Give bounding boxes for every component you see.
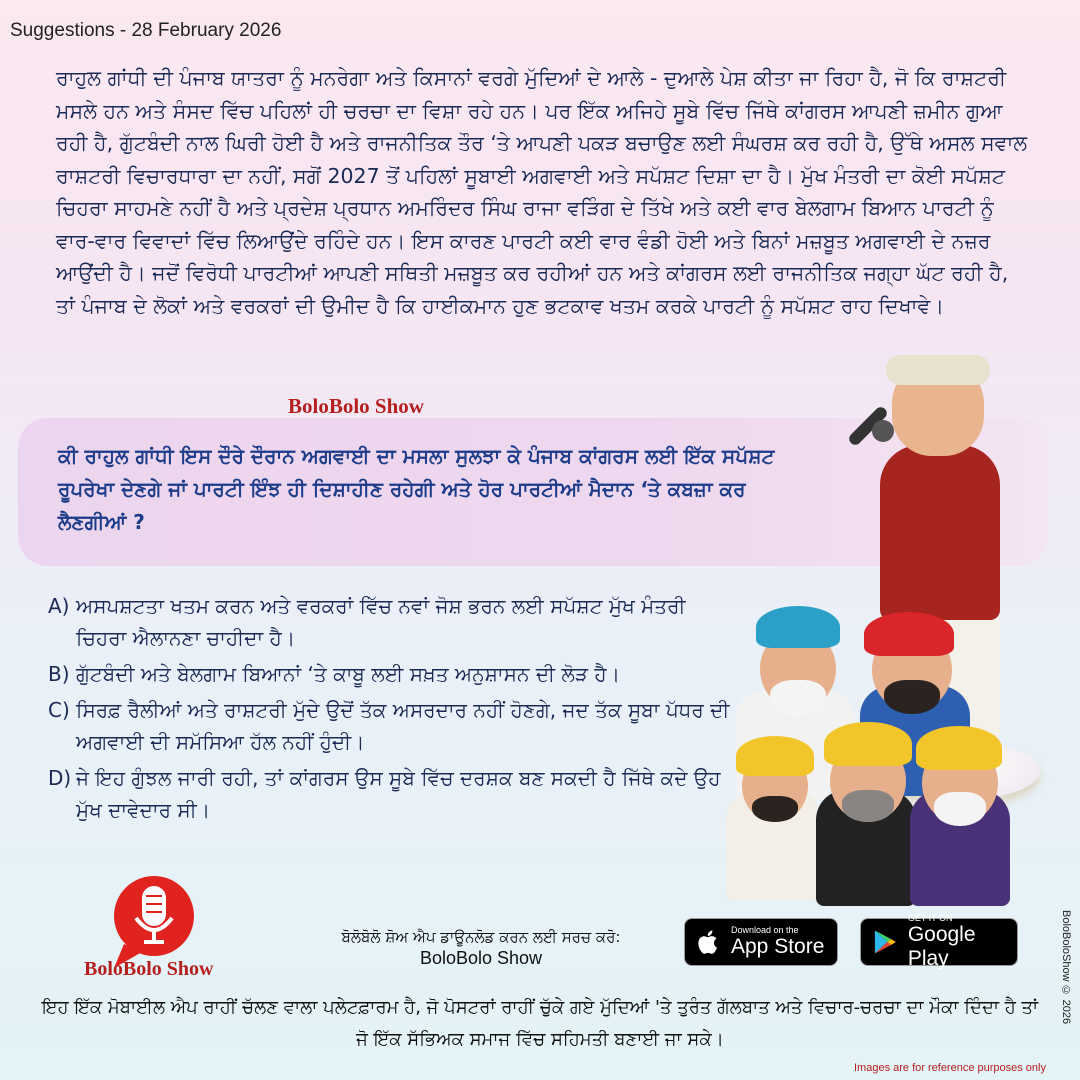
option-key: C)	[48, 698, 70, 722]
microphone-icon	[872, 420, 894, 442]
beard	[770, 680, 826, 716]
question-text: ਕੀ ਰਾਹੁਲ ਗਾਂਧੀ ਇਸ ਦੌਰੇ ਦੌਰਾਨ ਅਗਵਾਈ ਦਾ ਮਸਲਾ ਸੁਲਝਾ ਕੇ ਪੰਜਾਬ ਕਾਂਗਰਸ ਲਈ ਇੱਕ ਸਪੱਸ਼ਟ ਰੂਪਰੇਖਾ ਦੇਣਗੇ ਜਾਂ ਪਾਰਟੀ ਇੰਝ ਹੀ ਦਿਸ਼ਾਹੀਣ ਰਹੇਗੀ ਅਤੇ ਹੋਰ ਪਾਰਟੀਆਂ ਮੈਦਾਨ ‘ਤੇ ਕਬਜ਼ਾ ਕਰ ਲੈਣਗੀਆਂ ?	[58, 444, 775, 534]
beard	[934, 792, 986, 826]
google-play-big: Google Play	[907, 923, 976, 970]
option-text: ਅਸਪਸ਼ਟਤਾ ਖਤਮ ਕਰਨ ਅਤੇ ਵਰਕਰਾਂ ਵਿੱਚ ਨਵਾਂ ਜੋਸ਼ ਭਰਨ ਲਈ ਸਪੱਸ਼ਟ ਮੁੱਖ ਮੰਤਰੀ ਚਿਹਰਾ ਐਲਾਨਣਾ ਚਾਹੀਦਾ ਹੈ।	[76, 594, 686, 650]
option-d[interactable]	[48, 762, 738, 826]
beard	[842, 790, 894, 822]
brand-watermark: BoloBolo Show	[288, 394, 424, 418]
option-a[interactable]	[48, 590, 738, 654]
option-text: ਜੇ ਇਹ ਗੁੰਝਲ ਜਾਰੀ ਰਹੀ, ਤਾਂ ਕਾਂਗਰਸ ਉਸ ਸੂਬੇ ਵਿੱਚ ਦਰਸ਼ਕ ਬਣ ਸਕਦੀ ਹੈ ਜਿੱਥੇ ਕਦੇ ਉਹ ਮੁੱਖ ਦਾਵੇਦਾਰ ਸੀ।	[76, 766, 721, 822]
app-store-small: Download on the	[731, 925, 799, 935]
google-play-button[interactable]	[860, 913, 1018, 970]
singer-headband	[886, 355, 990, 385]
turban-icon	[736, 736, 814, 776]
option-text: ਗੁੱਟਬੰਦੀ ਅਤੇ ਬੇਲਗਾਮ ਬਿਆਨਾਂ ‘ਤੇ ਕਾਬੂ ਲਈ ਸਖ਼ਤ ਅਨੁਸ਼ਾਸਨ ਦੀ ਲੋੜ ਹੈ।	[76, 662, 621, 686]
app-store-button[interactable]	[684, 918, 838, 966]
option-c[interactable]	[48, 694, 738, 758]
image-disclaimer: Images are for reference purposes only	[854, 1062, 1046, 1074]
turban-icon	[824, 722, 912, 766]
beard	[752, 796, 798, 822]
search-instruction: ਬੋਲੋਬੋਲੋ ਸ਼ੋਅ ਐਪ ਡਾਊਨਲੋਡ ਕਰਨ ਲਈ ਸਰਚ ਕਰੋ:	[341, 928, 621, 946]
singer-shirt	[880, 445, 1000, 620]
platform-description: ਇਹ ਇੱਕ ਮੋਬਾਈਲ ਐਪ ਰਾਹੀਂ ਚੱਲਣ ਵਾਲਾ ਪਲੇਟਫ਼ਾਰਮ ਹੈ, ਜੋ ਪੋਸਟਰਾਂ ਰਾਹੀਂ ਚੁੱਕੇ ਗਏ ਮੁੱਦਿਆਂ 'ਤੇ ਤੁਰੰਤ ਗੱਲਬਾਤ ਅਤੇ ਵਿਚਾਰ-ਚਰਚਾ ਦਾ ਮੌਕਾ ਦਿੰਦਾ ਹੈ ਤਾਂ ਜੋ ਇੱਕ ਸੱਭਿਅਕ ਸਮਾਜ ਵਿੱਚ ਸਹਿਮਤੀ ਬਣਾਈ ਜਾ ਸਕੇ।	[41, 997, 1039, 1050]
turban-icon	[916, 726, 1002, 770]
turban-icon	[756, 606, 840, 648]
google-play-icon	[873, 928, 898, 956]
date-label: Suggestions - 28 February 2026	[10, 20, 282, 41]
turban-icon	[864, 612, 954, 656]
option-b[interactable]	[48, 658, 738, 690]
option-text: ਸਿਰਫ਼ ਰੈਲੀਆਂ ਅਤੇ ਰਾਸ਼ਟਰੀ ਮੁੱਦੇ ਉਦੋਂ ਤੱਕ ਅਸਰਦਾਰ ਨਹੀਂ ਹੋਣਗੇ, ਜਦ ਤੱਕ ਸੂਬਾ ਪੱਧਰ ਦੀ ਅਗਵਾਈ ਦੀ ਸਮੱਸਿਆ ਹੱਲ ਨਹੀਂ ਹੁੰਦੀ।	[76, 698, 730, 754]
logo-brand-name: BoloBolo Show	[84, 958, 214, 980]
option-key: B)	[48, 662, 70, 686]
google-play-small: GET IT ON	[907, 913, 953, 923]
option-key: D)	[48, 766, 72, 790]
beard	[884, 680, 940, 714]
options-list	[48, 590, 738, 830]
copyright-vertical: BoloBoloShow © 2026	[1060, 910, 1072, 1025]
intro-paragraph: ਰਾਹੁਲ ਗਾਂਧੀ ਦੀ ਪੰਜਾਬ ਯਾਤਰਾ ਨੂੰ ਮਨਰੇਗਾ ਅਤੇ ਕਿਸਾਨਾਂ ਵਰਗੇ ਮੁੱਦਿਆਂ ਦੇ ਆਲੇ - ਦੁਆਲੇ ਪੇਸ਼ ਕੀਤਾ ਜਾ ਰਿਹਾ ਹੈ, ਜੋ ਕਿ ਰਾਸ਼ਟਰੀ ਮਸਲੇ ਹਨ ਅਤੇ ਸੰਸਦ ਵਿੱਚ ਪਹਿਲਾਂ ਹੀ ਚਰਚਾ ਦਾ ਵਿਸ਼ਾ ਰਹੇ ਹਨ। ਪਰ ਇੱਕ ਅਜਿਹੇ ਸੂਬੇ ਵਿੱਚ ਜਿੱਥੇ ਕਾਂਗਰਸ ਆਪਣੀ ਜ਼ਮੀਨ ਗੁਆ ਰਹੀ ਹੈ, ਗੁੱਟਬੰਦੀ ਨਾਲ ਘਿਰੀ ਹੋਈ ਹੈ ਅਤੇ ਰਾਜਨੀਤਿਕ ਤੌਰ ‘ਤੇ ਆਪਣੀ ਪਕੜ ਬਚਾਉਣ ਲਈ ਸੰਘਰਸ਼ ਕਰ ਰਹੀ ਹੈ, ਉੱਥੇ ਅਸਲ ਸਵਾਲ ਰਾਸ਼ਟਰੀ ਵਿਚਾਰਧਾਰਾ ਦਾ ਨਹੀਂ, ਸਗੋਂ 2027 ਤੋਂ ਪਹਿਲਾਂ ਸੂਬਾਈ ਅਗਵਾਈ ਅਤੇ ਸਪੱਸ਼ਟ ਦਿਸ਼ਾ ਦਾ ਹੈ। ਮੁੱਖ ਮੰਤਰੀ ਦਾ ਕੋਈ ਸਪੱਸ਼ਟ ਚਿਹਰਾ ਸਾਹਮਣੇ ਨਹੀਂ ਹੈ ਅਤੇ ਪ੍ਰਦੇਸ਼ ਪ੍ਰਧਾਨ ਅਮਰਿੰਦਰ ਸਿੰਘ ਰਾਜਾ ਵੜਿੰਗ ਦੇ ਤਿੱਖੇ ਅਤੇ ਕਈ ਵਾਰ ਬੇਲਗਾਮ ਬਿਆਨ ਪਾਰਟੀ ਨੂੰ ਵਾਰ-ਵਾਰ ਵਿਵਾਦਾਂ ਵਿੱਚ ਲਿਆਉਂਦੇ ਰਹਿੰਦੇ ਹਨ। ਇਸ ਕਾਰਣ ਪਾਰਟੀ ਕਈ ਵਾਰ ਵੰਡੀ ਹੋਈ ਅਤੇ ਬਿਨਾਂ ਮਜ਼ਬੂਤ ਅਗਵਾਈ ਦੇ ਨਜ਼ਰ ਆਉਂਦੀ ਹੈ। ਜਦੋਂ ਵਿਰੋਧੀ ਪਾਰਟੀਆਂ ਆਪਣੀ ਸਥਿਤੀ ਮਜ਼ਬੂਤ ਕਰ ਰਹੀਆਂ ਹਨ ਅਤੇ ਕਾਂਗਰਸ ਲਈ ਰਾਜਨੀਤਿਕ ਜਗ੍ਹਾ ਘੱਟ ਰਹੀ ਹੈ, ਤਾਂ ਪੰਜਾਬ ਦੇ ਲੋਕਾਂ ਅਤੇ ਵਰਕਰਾਂ ਦੀ ਉਮੀਦ ਹੈ ਕਿ ਹਾਈਕਮਾਨ ਹੁਣ ਭਟਕਾਵ ਖਤਮ ਕਰਕੇ ਪਾਰਟੀ ਨੂੰ ਸਪੱਸ਼ਟ ਰਾਹ ਦਿਖਾਵੇ।	[56, 66, 1028, 318]
apple-icon	[697, 928, 721, 956]
app-store-big: App Store	[731, 935, 825, 958]
app-search-name: BoloBolo Show	[419, 948, 543, 968]
option-key: A)	[48, 594, 70, 618]
